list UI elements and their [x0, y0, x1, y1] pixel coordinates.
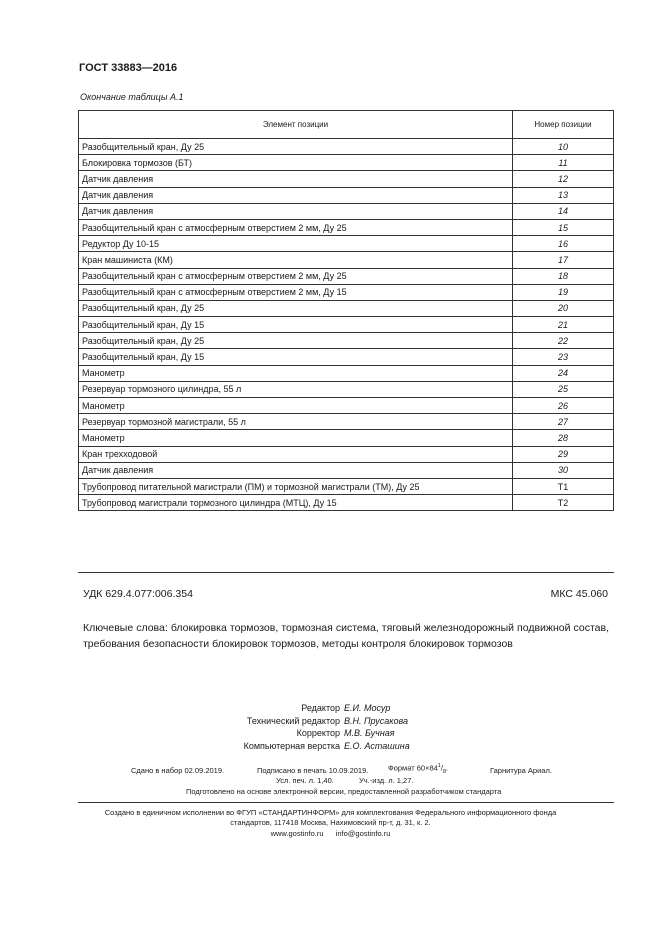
table-row [79, 414, 614, 430]
table-row [79, 171, 614, 187]
table-row [79, 430, 614, 446]
email-link[interactable]: info@gostinfo.ru [335, 829, 391, 838]
position-number: Т1 [513, 478, 614, 494]
table-row [79, 203, 614, 219]
element-name: Датчик давления [79, 171, 513, 187]
website-link[interactable]: www.gostinfo.ru [270, 829, 324, 838]
table-row [79, 381, 614, 397]
position-number: 15 [513, 219, 614, 235]
footer-contacts [0, 829, 661, 838]
position-number: 20 [513, 300, 614, 316]
format-end: . [446, 763, 449, 773]
table-row [79, 478, 614, 494]
mks-code: МКС 45.060 [550, 588, 608, 600]
position-number: 18 [513, 268, 614, 284]
element-name: Манометр [79, 430, 513, 446]
credit-person: В.Н. Прусакова [344, 715, 408, 726]
print-sheets: Усл. печ. л. 1,40. [276, 776, 334, 785]
element-name: Разобщительный кран, Ду 15 [79, 317, 513, 333]
position-number: 14 [513, 203, 614, 219]
table-row [79, 349, 614, 365]
position-number: 27 [513, 414, 614, 430]
credit-row [0, 715, 661, 728]
table-row [79, 398, 614, 414]
prepared-note: Подготовлено на основе электронной версии, предоставленной разработчиком стандарта [186, 787, 502, 796]
position-number: 17 [513, 252, 614, 268]
typeset-date: Сдано в набор 02.09.2019. [131, 766, 225, 775]
element-name: Трубопровод питательной магистрали (ПМ) и тормозной магистрали (ТМ), Ду 25 [79, 478, 513, 494]
table-row [79, 333, 614, 349]
element-name: Разобщительный кран, Ду 25 [79, 139, 513, 155]
element-name: Разобщительный кран с атмосферным отверстием 2 мм, Ду 15 [79, 284, 513, 300]
credit-row [0, 727, 661, 740]
footer-line-2: стандартов, 117418 Москва, Нахимовский пр-т, д. 31, к. 2. [230, 818, 431, 827]
credit-row [0, 740, 661, 753]
position-number: Т2 [513, 495, 614, 511]
position-number: 23 [513, 349, 614, 365]
table-row [79, 284, 614, 300]
element-name: Разобщительный кран, Ду 25 [79, 300, 513, 316]
position-number: 29 [513, 446, 614, 462]
table-row [79, 236, 614, 252]
position-number: 19 [513, 284, 614, 300]
table-row [79, 252, 614, 268]
element-name: Редуктор Ду 10-15 [79, 236, 513, 252]
udk-code: УДК 629.4.077:006.354 [83, 588, 193, 600]
element-name: Датчик давления [79, 203, 513, 219]
position-number: 16 [513, 236, 614, 252]
position-number: 26 [513, 398, 614, 414]
format-denominator: 8 [442, 769, 447, 775]
credit-role: Технический редактор [246, 715, 340, 726]
table-row [79, 300, 614, 316]
credit-role: Корректор [296, 728, 340, 738]
credit-person: Е.И. Мосур [344, 703, 391, 713]
element-name: Манометр [79, 398, 513, 414]
table-body [79, 139, 614, 511]
position-number: 22 [513, 333, 614, 349]
table-row [79, 462, 614, 478]
element-name: Разобщительный кран с атмосферным отверстием 2 мм, Ду 25 [79, 268, 513, 284]
element-name: Трубопровод магистрали тормозного цилиндра (МТЦ), Ду 15 [79, 495, 513, 511]
table-row [79, 268, 614, 284]
table-caption: Окончание таблицы А.1 [80, 92, 184, 102]
element-name: Датчик давления [79, 462, 513, 478]
position-number: 24 [513, 365, 614, 381]
table-row [79, 155, 614, 171]
element-name: Разобщительный кран, Ду 25 [79, 333, 513, 349]
section-divider [78, 572, 614, 573]
credit-person: М.В. Бучная [344, 728, 395, 738]
credit-role: Редактор [301, 703, 340, 713]
table-header-row [79, 111, 614, 139]
element-name: Разобщительный кран с атмосферным отверстием 2 мм, Ду 25 [79, 219, 513, 235]
table-row [79, 219, 614, 235]
format-numerator: 1 [437, 763, 441, 769]
element-name: Кран машиниста (КМ) [79, 252, 513, 268]
position-number: 12 [513, 171, 614, 187]
table-row [79, 317, 614, 333]
table-row [79, 365, 614, 381]
credit-row [0, 702, 661, 715]
table-row [79, 495, 614, 511]
position-number: 28 [513, 430, 614, 446]
table-row [79, 139, 614, 155]
element-name: Разобщительный кран, Ду 15 [79, 349, 513, 365]
credit-role: Компьютерная верстка [243, 740, 340, 751]
element-name: Резервуар тормозного цилиндра, 55 л [79, 381, 513, 397]
element-name: Блокировка тормозов (БТ) [79, 155, 513, 171]
header-element: Элемент позиции [79, 111, 513, 139]
header-number: Номер позиции [513, 111, 614, 139]
edit-sheets: Уч.-изд. л. 1,27. [359, 776, 414, 785]
footer-line-1: Создано в единичном исполнении во ФГУП «СТАНДАРТИНФОРМ» для комплектования Федерального информационного фонда [104, 808, 557, 817]
element-name: Манометр [79, 365, 513, 381]
positions-table [78, 110, 614, 511]
table-row [79, 446, 614, 462]
element-name: Резервуар тормозной магистрали, 55 л [79, 414, 513, 430]
position-number: 13 [513, 187, 614, 203]
format-info: Формат $60\times 84^1/_8$. [388, 763, 449, 775]
position-number: 11 [513, 155, 614, 171]
element-name: Кран трехходовой [79, 446, 513, 462]
footer-divider [78, 802, 614, 803]
format-label: Формат 60×84 [388, 763, 438, 773]
keywords-paragraph: Ключевые слова: блокировка тормозов, тормозная система, тяговый железнодорожный подвижной состав, требования безопасности блокировок тормозов, методы контроля блокировок тормозов [83, 622, 609, 650]
credit-person: Е.О. Асташина [344, 740, 410, 751]
position-number: 25 [513, 381, 614, 397]
position-number: 10 [513, 139, 614, 155]
standard-code: ГОСТ 33883—2016 [79, 62, 178, 74]
position-number: 21 [513, 317, 614, 333]
position-number: 30 [513, 462, 614, 478]
credits-block [0, 702, 661, 752]
signed-date: Подписано в печать 10.09.2019. [257, 766, 369, 775]
typeface-info: Гарнитура Ариал. [490, 766, 552, 775]
table-row [79, 187, 614, 203]
element-name: Датчик давления [79, 187, 513, 203]
